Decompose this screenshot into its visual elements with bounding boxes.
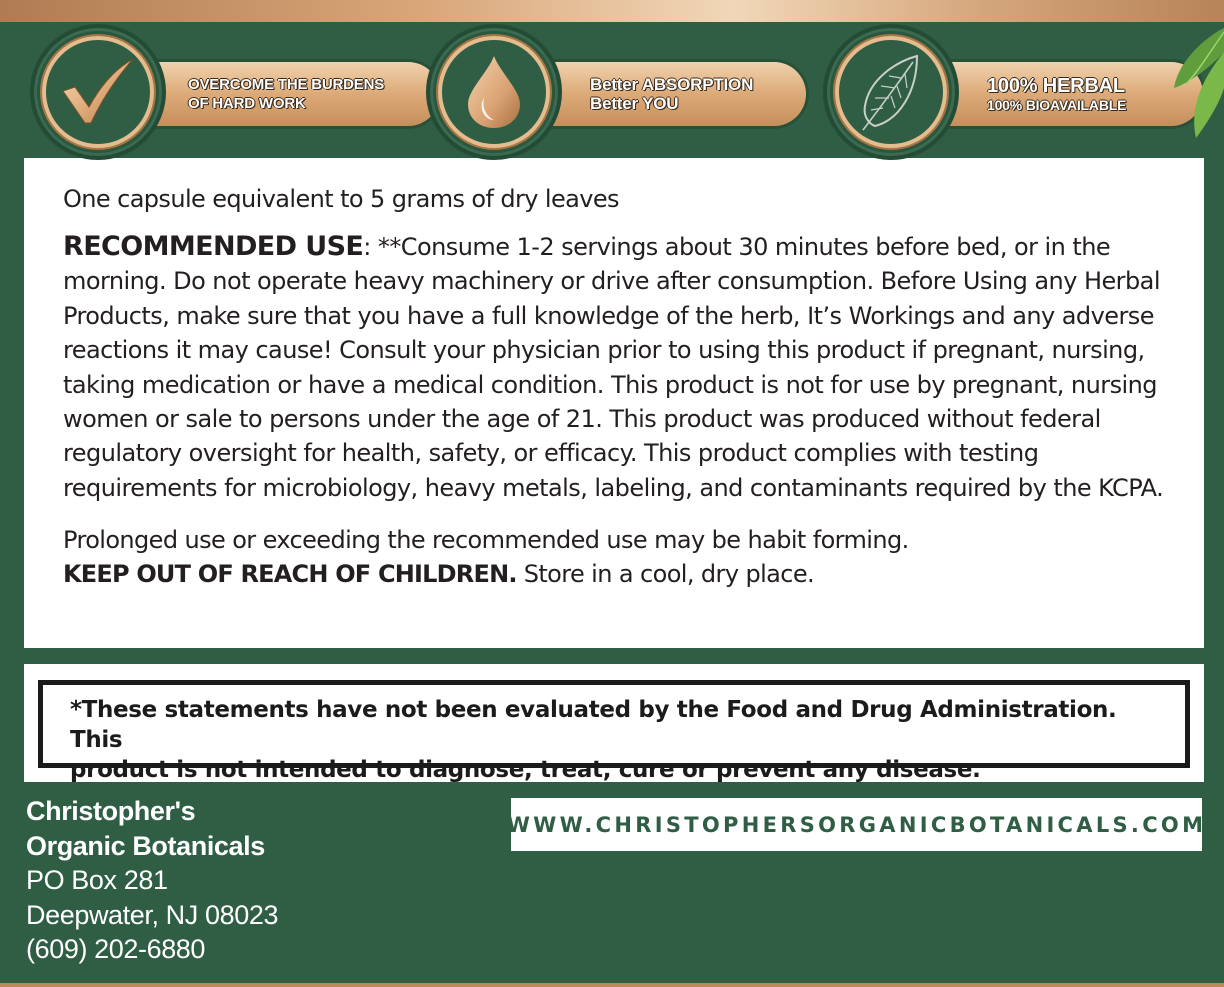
recommended-use-text: : **Consume 1-2 servings about 30 minutes before bed, or in the morning. Do not operate heavy machinery or drive after consumption. Before Using any Herbal Products, make sure that you have a full knowledge of the herb, It’s Workings and any adverse reactions it may cause! Consult your physician prior to using this product if pregnant, nursing, taking medication or have a medical condition. This product is not for use by pregnant, nursing women or sale to persons under the age of 21. This product was produced without federal regulatory oversight for health, safety, or efficacy. This product complies with testing requirements for microbiology, heavy metals, labeling, and contaminants required by the KCPA. xyxy=(63,233,1164,502)
badge-label: Better ABSORPTION Better YOU xyxy=(540,62,806,126)
habit-warning: Prolonged use or exceeding the recommended use may be habit forming. xyxy=(63,526,909,555)
storage-warning xyxy=(63,557,1164,591)
info-panel xyxy=(24,158,1204,648)
badge-circle xyxy=(823,24,959,160)
badge-label: 100% HERBAL 100% BIOAVAILABLE xyxy=(939,62,1203,126)
company-name-line1: Christopher's xyxy=(26,796,196,826)
company-address xyxy=(26,794,446,967)
po-box: PO Box 281 xyxy=(26,865,168,895)
bottom-decorative-strip xyxy=(0,983,1224,987)
leaf-icon xyxy=(855,52,927,132)
capsule-equivalence: One capsule equivalent to 5 grams of dry leaves xyxy=(63,185,619,213)
city-state-zip: Deepwater, NJ 08023 xyxy=(26,899,279,930)
badge-label: OVERCOME THE BURDENS OF HARD WORK xyxy=(142,62,440,126)
fda-disclaimer: *These statements have not been evaluated by the Food and Drug Administration. This product is not intended to diagnose, treat, cure or prevent any disease. xyxy=(38,680,1190,768)
disclaimer-panel xyxy=(24,664,1204,782)
company-name-line2: Organic Botanicals xyxy=(26,830,265,861)
website-url[interactable]: WWW.CHRISTOPHERSORGANICBOTANICALS.COM xyxy=(511,798,1202,851)
phone-number: (609) 202-6880 xyxy=(26,934,206,964)
keep-away-label: KEEP OUT OF REACH OF CHILDREN. xyxy=(63,560,517,589)
recommended-use-label: RECOMMENDED USE xyxy=(63,231,364,262)
top-decorative-strip xyxy=(0,0,1224,22)
badge-circle xyxy=(426,24,562,160)
storage-text: Store in a cool, dry place. xyxy=(516,560,815,589)
drop-icon xyxy=(464,54,524,130)
checkmark-icon xyxy=(59,57,137,127)
badge-circle xyxy=(30,24,166,160)
recommended-use xyxy=(63,230,1164,505)
leaf-decoration-icon xyxy=(1168,22,1224,142)
